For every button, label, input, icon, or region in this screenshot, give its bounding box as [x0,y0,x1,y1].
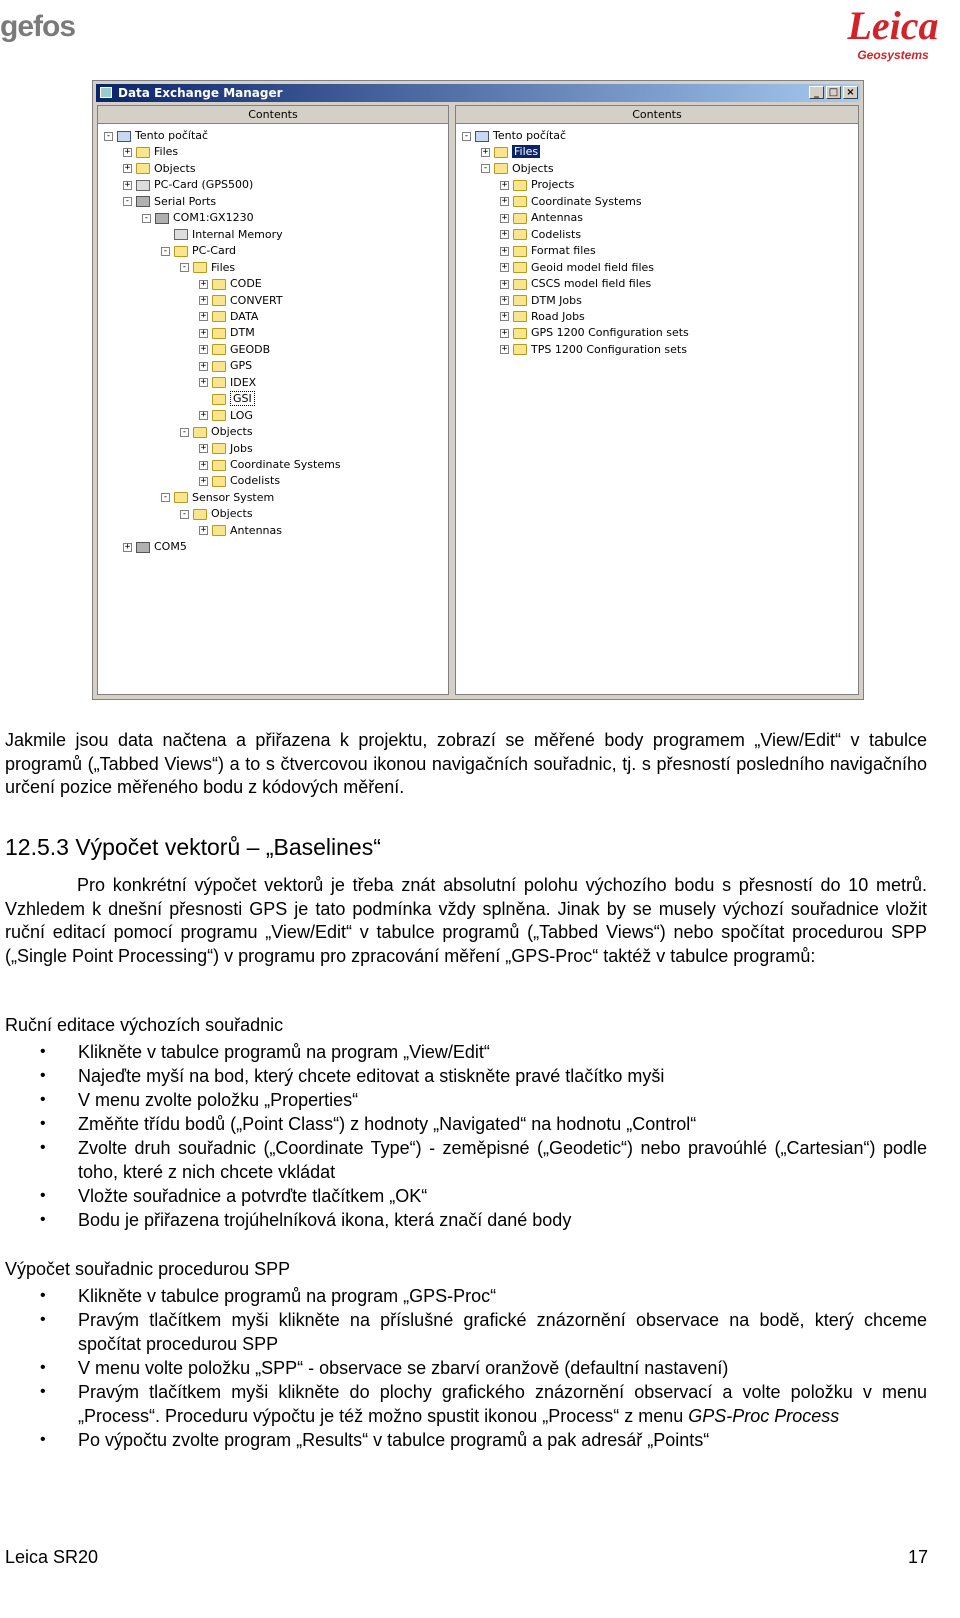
tree-node-label: CONVERT [230,293,283,307]
tree-node[interactable] [199,276,262,292]
folder-icon [513,344,527,355]
tree-node[interactable] [199,309,258,325]
tree-node[interactable] [500,210,583,226]
folder-icon [513,213,527,224]
collapse-icon[interactable]: - [482,163,489,174]
folder-icon [212,525,226,536]
tree-node[interactable] [199,342,270,358]
expand-icon[interactable]: + [200,344,207,355]
tree-node-label: Antennas [230,523,282,537]
tree-node[interactable] [500,243,596,259]
tree-node[interactable] [500,276,651,292]
folder-icon [212,476,226,487]
tree-node-label: Codelists [230,474,281,488]
tree-node[interactable] [500,227,581,243]
section2-list [0,1284,927,1452]
folder-icon [513,311,527,322]
tree-node-label: Objects [154,161,196,175]
tree-node-label: CODE [230,277,262,291]
list-item: • Najeďte myší na bod, který chcete editovat a stiskněte pravé tlačítko myši [0,1064,927,1088]
list-item: • Změňte třídu bodů („Point Class“) z hodnoty „Navigated“ na hodnotu „Control“ [0,1112,927,1136]
maximize-icon[interactable]: □ [826,86,841,99]
folder-icon [513,328,527,339]
tree-node[interactable] [500,325,689,341]
data-exchange-manager-window [92,80,864,700]
footer-left: Leica SR20 [5,1547,99,1567]
expand-icon[interactable]: + [501,179,508,190]
tree-node-label: Files [514,145,539,159]
folder-icon [212,344,226,355]
expand-icon[interactable]: + [124,146,131,157]
folder-icon [193,427,207,438]
tree-node-label: TPS 1200 Configuration sets [531,342,687,356]
tree-node[interactable] [199,408,253,424]
tree-node[interactable] [199,325,255,341]
tree-node[interactable] [180,506,253,522]
section-heading: 12.5.3 Výpočet vektorů – „Baselines“ [5,834,381,860]
expand-icon[interactable]: + [200,443,207,454]
tree-node-label: Internal Memory [192,227,283,241]
folder-icon [212,328,226,339]
tree-node[interactable] [123,144,178,160]
list-item-text: Pravým tlačítkem myši klikněte do plochy grafického znázornění observací a volte položku v menu „Process“. Proceduru výpočtu je též možno spustit ikonou „Process“ z menu [78,1382,927,1426]
collapse-icon[interactable]: - [162,492,169,503]
expand-icon[interactable]: + [501,295,508,305]
tree-node[interactable] [123,194,216,210]
folder-icon [212,443,226,454]
window-title: Data Exchange Manager [118,86,283,100]
tree-node-label: IDEX [230,375,257,389]
tree-node-label: DTM [230,326,255,340]
tree-node-label: PC-Card (GPS500) [154,178,254,192]
tree-node-label: COM5 [154,540,187,554]
folder-icon [136,163,150,174]
tree-node-label: Objects [512,161,554,175]
tree-node-label: Tento počítač [135,129,209,142]
tree-node[interactable] [199,293,283,309]
tree-node-label: Tento počítač [493,129,567,142]
pc-icon [117,131,131,142]
tree-node-label: GSI [230,391,255,406]
list-item: • V menu volte položku „SPP“ - observace se zbarví oranžově (defaultní nastavení) [0,1356,927,1380]
collapse-icon[interactable]: - [162,245,169,256]
tree-node-label: Coordinate Systems [230,458,341,471]
tree-node-label: LOG [230,408,253,422]
list-item: • Zvolte druh souřadnic („Coordinate Type“) - zeměpisné („Geodetic“) nebo pravoúhlé („Cartesian“) podle toho, které z nich chcete vkládat [0,1136,927,1184]
tree-node-label: Projects [531,178,575,192]
left-contents-header[interactable]: Contents [98,106,448,124]
list-item: • Pravým tlačítkem myši klikněte na příslušné grafické znázornění observace na bodě, který chceme spočítat procedurou SPP [0,1308,927,1356]
intro-paragraph: Jakmile jsou data načtena a přiřazena k projektu, zobrazí se měřené body programem „View/Edit“ v tabulce programů („Tabbed Views“) a to s čtvercovou ikonou navigačních souřadnic, tj. s přesností posledního navigačního určení pozice měřeného bodu z kódových měření. [5,730,927,797]
port-icon [136,196,150,207]
folder-icon [193,509,207,520]
card-icon [174,229,188,240]
folder-icon [494,163,508,174]
collapse-icon[interactable]: - [181,262,188,273]
expand-icon[interactable]: + [501,229,508,240]
port-icon [155,213,169,224]
expand-icon[interactable]: + [200,278,207,289]
tree-node-label: GEODB [230,342,271,356]
list-item: • Klikněte v tabulce programů na program „View/Edit“ [0,1040,927,1064]
expand-icon[interactable]: + [200,311,207,322]
page-number: 17 [907,1547,928,1567]
tree-node[interactable] [199,358,252,374]
expand-icon[interactable]: + [200,295,207,305]
expand-icon[interactable]: + [501,278,508,289]
tree-node-label: Objects [211,507,253,521]
close-icon[interactable]: × [843,86,858,99]
expand-icon[interactable]: + [501,344,508,355]
right-contents-header[interactable]: Contents [456,106,858,124]
tree-node-label: Geoid model field files [531,260,655,274]
list-item-italic: GPS-Proc Process [688,1406,840,1426]
folder-icon [212,295,226,306]
list-item: • Klikněte v tabulce programů na program „GPS-Proc“ [0,1284,927,1308]
list-item: • Bodu je přiřazena trojúhelníková ikona, která značí dané body [0,1208,927,1232]
tree-node[interactable] [199,375,256,391]
folder-icon [513,279,527,290]
gefos-logo [0,6,100,50]
app-icon [100,87,112,98]
window-titlebar [96,84,860,102]
collapse-icon[interactable]: - [105,130,112,141]
tree-node[interactable] [481,161,554,177]
expand-icon[interactable]: + [501,262,508,273]
expand-icon[interactable]: + [501,327,508,338]
minimize-icon[interactable]: _ [809,86,824,99]
tree-node-label: DATA [230,309,259,323]
tree-node[interactable] [500,342,687,358]
collapse-icon[interactable]: - [143,212,150,223]
folder-icon [513,229,527,240]
tree-node[interactable] [481,144,540,160]
collapse-icon[interactable]: - [181,508,188,519]
folder-icon [513,262,527,273]
folder-icon [212,394,226,405]
tree-node[interactable] [199,391,255,407]
tree-node-label: DTM Jobs [531,293,582,307]
tree-node[interactable] [199,441,253,457]
section1-title: Ruční editace výchozích souřadnic [5,1015,284,1035]
expand-icon[interactable]: + [124,541,131,552]
pc-icon [475,131,489,142]
tree-node-label: Jobs [230,441,253,455]
expand-icon[interactable]: + [200,475,207,486]
tree-node-label: Coordinate Systems [531,194,642,208]
tree-node[interactable] [123,161,196,177]
port-icon [136,542,150,553]
tree-node-label: Files [211,260,236,274]
tree-node-label: Files [154,145,179,159]
section2-title: Výpočet souřadnic procedurou SPP [5,1259,291,1279]
body-paragraph: Pro konkrétní výpočet vektorů je třeba znát absolutní polohu výchozího bodu s přesností do 10 metrů. Vzhledem k dnešní přesnosti GPS je tato podmínka vždy splněna. Jinak by se musely výchozí souřadnice vložit ruční editací pomocí programu „View/Edit“ v tabulce programů („Tabbed Views“) nebo spočítat procedurou SPP („Single Point Processing“) v programu pro zpracování měření „GPS-Proc“ taktéž v tabulce programů: [5,875,927,966]
card-icon [136,180,150,191]
tree-node[interactable] [161,227,283,243]
tree-node-label: GPS [230,359,253,373]
folder-icon [513,246,527,257]
folder-icon [193,262,207,273]
folder-icon [513,295,527,306]
tree-node[interactable] [180,424,253,440]
expand-icon[interactable]: + [200,410,207,421]
tree-node-label: Sensor System [192,490,275,504]
tree-node[interactable] [161,490,274,506]
tree-node-label: Road Jobs [531,309,585,323]
folder-icon [212,361,226,372]
gefos-logo-text: gefos [0,10,76,43]
tree-node-label: Codelists [531,227,582,241]
expand-icon[interactable]: + [501,245,508,256]
collapse-icon[interactable]: - [124,196,131,207]
tree-node[interactable] [500,194,642,210]
right-pane [455,105,859,695]
expand-icon[interactable]: + [124,163,131,174]
tree-node[interactable] [199,473,280,489]
leica-logo-word: Leica [847,3,939,48]
tree-node-label: COM1:GX1230 [173,211,254,225]
expand-icon[interactable]: + [482,146,489,157]
folder-icon [212,460,226,471]
tree-node-label: PC-Card [192,244,237,258]
tree-node[interactable] [104,128,208,144]
expand-icon[interactable]: + [200,377,207,388]
tree-node[interactable] [123,539,187,555]
tree-node[interactable] [199,457,341,473]
section1-list [0,1040,927,1232]
tree-node-label: Antennas [531,211,583,225]
tree-node[interactable] [180,260,235,276]
tree-node-label: GPS 1200 Configuration sets [531,326,689,340]
expand-icon[interactable]: + [200,327,207,338]
collapse-icon[interactable]: - [181,426,188,437]
folder-icon [212,311,226,322]
folder-icon [513,196,527,207]
folder-icon [212,279,226,290]
folder-icon [212,410,226,421]
tree-node-label: CSCS model field files [531,277,652,291]
folder-icon [212,377,226,388]
tree-node[interactable] [199,523,282,539]
expand-icon[interactable]: + [200,525,207,536]
folder-icon [174,246,188,257]
expand-icon[interactable]: + [124,179,131,190]
folder-icon [174,492,188,503]
leica-logo [838,4,948,66]
tree-node[interactable] [500,177,574,193]
tree-node[interactable] [123,177,253,193]
expand-icon[interactable]: + [501,311,508,322]
folder-icon [513,180,527,191]
tree-node-label: Objects [211,425,253,439]
collapse-icon[interactable]: - [463,130,470,141]
tree-node[interactable] [500,309,585,325]
expand-icon[interactable]: + [200,360,207,371]
list-item: • V menu zvolte položku „Properties“ [0,1088,927,1112]
tree-node[interactable] [142,210,254,226]
tree-node[interactable] [500,293,582,309]
tree-node-label: Serial Ports [154,194,217,208]
folder-icon [494,147,508,158]
tree-node-label: Format files [531,244,596,258]
expand-icon[interactable]: + [501,212,508,223]
expand-icon[interactable]: + [200,459,207,470]
left-pane [97,105,449,695]
list-item: • Po výpočtu zvolte program „Results“ v tabulce programů a pak adresář „Points“ [0,1428,927,1452]
tree-node[interactable] [462,128,566,144]
list-item [0,1380,927,1428]
folder-icon [136,147,150,158]
expand-icon[interactable]: + [501,196,508,207]
leica-logo-sub: Geosystems [857,48,929,62]
list-item: • Vložte souřadnice a potvrďte tlačítkem „OK“ [0,1184,927,1208]
tree-node[interactable] [161,243,236,259]
tree-node[interactable] [500,260,654,276]
